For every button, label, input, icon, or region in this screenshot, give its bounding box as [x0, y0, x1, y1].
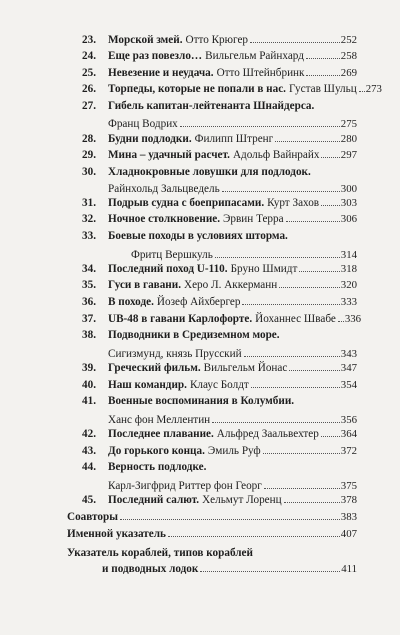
entry-number: 43. — [82, 445, 96, 457]
entry-number: 42. — [82, 428, 96, 440]
entry-author: Густав Шульц — [288, 83, 357, 95]
entry-number: 24. — [82, 50, 96, 62]
entry-number: 32. — [82, 213, 96, 225]
entry-number: 31. — [82, 197, 96, 209]
toc-entry — [0, 296, 400, 313]
entry-author: Йозеф Айхбергер — [156, 296, 241, 308]
entry-title: Торпеды, которые не попали в нас. — [108, 83, 286, 95]
entry-page: 275 — [340, 117, 357, 130]
leader-dots — [321, 436, 340, 437]
entry-number: 23. — [82, 34, 96, 46]
entry-author: Эрвин Терра — [223, 213, 284, 225]
toc-entry — [0, 50, 400, 67]
entry-author: Хельмут Лоренц — [202, 494, 282, 506]
leader-dots — [242, 304, 339, 305]
table-of-contents — [0, 34, 400, 579]
entry-title: Наш командир. — [108, 379, 187, 391]
entry-page: 300 — [340, 182, 357, 195]
entry-number: 34. — [82, 263, 96, 275]
toc-entry — [0, 213, 400, 230]
entry-page: 318 — [340, 263, 357, 275]
entry-title: Ночное столкновение. — [108, 213, 221, 225]
entry-title-continued: и подводных лодок — [102, 562, 199, 575]
entry-author: Вильгельм Йонас — [203, 362, 288, 374]
entry-number: 39. — [82, 362, 96, 374]
entry-author: Курт Захов — [267, 197, 320, 209]
entry-page: 269 — [340, 67, 357, 79]
toc-back-entry — [0, 547, 400, 579]
leader-dots — [120, 519, 340, 520]
entry-page: 411 — [341, 562, 357, 575]
entry-page: 258 — [340, 50, 357, 62]
entry-title: UB-48 в гавани Карлофорте. — [108, 313, 253, 325]
toc-back-entry — [0, 528, 400, 547]
entry-page: 252 — [340, 34, 357, 46]
leader-dots — [306, 58, 340, 59]
entry-number: 36. — [82, 296, 96, 308]
entry-number: 27. — [82, 100, 96, 112]
entry-page: 354 — [340, 379, 357, 391]
entry-number: 44. — [82, 461, 96, 473]
entry-title: Будни подлодки. — [108, 133, 192, 145]
entry-title: Верность подлодке. — [108, 461, 207, 473]
entry-number: 28. — [82, 133, 96, 145]
toc-entry — [0, 34, 400, 50]
entry-number: 26. — [82, 83, 96, 95]
entry-title: Гуси в гавани. — [108, 279, 181, 291]
toc-entry — [0, 379, 400, 395]
toc-entry — [0, 329, 400, 362]
entry-author: Фритц Вершкуль — [131, 248, 213, 261]
toc-entry — [0, 230, 400, 263]
toc-entry — [0, 461, 400, 494]
leader-dots — [250, 42, 340, 43]
leader-dots — [200, 571, 340, 572]
entry-page: 280 — [340, 133, 357, 145]
toc-entry — [0, 279, 400, 296]
entry-title: Гибель капитан-лейтенанта Шнайдерса. — [108, 100, 315, 112]
entry-author: Отто Штейнбринк — [216, 67, 305, 79]
entry-page: 364 — [340, 428, 357, 440]
entry-title: Последний салют. — [108, 494, 200, 506]
toc-entry — [0, 166, 400, 197]
entry-number: 35. — [82, 279, 96, 291]
leader-dots — [251, 387, 340, 388]
leader-dots — [168, 536, 340, 537]
entry-page: 303 — [340, 197, 357, 209]
leader-dots — [286, 221, 340, 222]
entry-number: 37. — [82, 313, 96, 325]
entry-page: 333 — [340, 296, 357, 308]
toc-entry — [0, 445, 400, 461]
leader-dots — [279, 287, 340, 288]
entry-page: 372 — [340, 445, 357, 457]
toc-entry — [0, 263, 400, 279]
entry-page: 336 — [344, 313, 362, 325]
leader-dots — [275, 141, 340, 142]
entry-page: 347 — [340, 362, 357, 374]
entry-title: До горького конца. — [108, 445, 205, 457]
entry-number: 40. — [82, 379, 96, 391]
leader-dots — [180, 126, 340, 127]
entry-author: Эмиль Руф — [207, 445, 261, 457]
entry-title: Именной указатель — [67, 528, 166, 540]
entry-number: 45. — [82, 494, 96, 506]
toc-entry — [0, 67, 400, 83]
leader-dots — [264, 488, 340, 489]
entry-number: 38. — [82, 329, 96, 341]
entry-page: 378 — [340, 494, 357, 506]
entry-page: 320 — [340, 279, 357, 291]
entry-title: Соавторы — [67, 511, 118, 523]
entry-title: Мина – удачный расчет. — [108, 149, 230, 161]
entry-title: Подводники в Средиземном море. — [108, 329, 280, 341]
entry-title: Указатель кораблей, типов кораблей — [67, 547, 253, 559]
toc-entry — [0, 149, 400, 166]
entry-title: Боевые походы в условиях шторма. — [108, 230, 288, 242]
leader-dots — [321, 157, 339, 158]
entry-author: Франц Водрих — [108, 117, 178, 130]
toc-entry — [0, 133, 400, 149]
entry-page: 306 — [340, 213, 357, 225]
entry-page: 375 — [340, 479, 357, 492]
leader-dots — [212, 422, 340, 423]
entry-number: 41. — [82, 395, 96, 407]
entry-author: Адольф Вайнрайх — [232, 149, 320, 161]
entry-author: Клаус Болдт — [189, 379, 249, 391]
toc-entry — [0, 83, 400, 100]
entry-title: Последнее плавание. — [108, 428, 214, 440]
entry-author: Райнхольд Зальцведель — [108, 182, 220, 195]
entry-title: В походе. — [108, 296, 154, 308]
leader-dots — [299, 271, 339, 272]
entry-number: 29. — [82, 149, 96, 161]
entry-page: 407 — [340, 528, 357, 540]
entry-page: 297 — [340, 149, 357, 161]
toc-entry — [0, 197, 400, 213]
entry-title: Морской змей. — [108, 34, 183, 46]
leader-dots — [289, 370, 339, 371]
entry-author: Ханс фон Меллентин — [108, 413, 211, 426]
toc-back-entry — [0, 511, 400, 528]
entry-number: 30. — [82, 166, 96, 178]
toc-entry — [0, 313, 400, 329]
entry-title: Хладнокровные ловушки для подлодок. — [108, 166, 311, 178]
leader-dots — [222, 191, 340, 192]
leader-dots — [306, 75, 339, 76]
toc-entry — [0, 494, 400, 511]
leader-dots — [244, 356, 340, 357]
toc-entry — [0, 362, 400, 379]
toc-entry — [0, 100, 400, 133]
entry-author: Филипп Штренг — [194, 133, 274, 145]
entry-title: Подрыв судна с боеприпасами. — [108, 197, 265, 209]
entry-author: Отто Крюгер — [185, 34, 249, 46]
entry-author: Альфред Заальвехтер — [216, 428, 319, 440]
entry-number: 25. — [82, 67, 96, 79]
leader-dots — [215, 257, 340, 258]
entry-title: Еще раз повезло… — [108, 50, 203, 62]
entry-author: Йоханнес Швабе — [255, 313, 336, 325]
leader-dots — [321, 205, 340, 206]
entry-title: Греческий фильм. — [108, 362, 201, 374]
leader-dots — [263, 453, 340, 454]
leader-dots — [284, 502, 340, 503]
toc-entry — [0, 428, 400, 445]
entry-author: Сигизмунд, князь Прусский — [108, 347, 242, 360]
entry-title: Последний поход U-110. — [108, 263, 228, 275]
entry-title: Военные воспоминания в Колумбии. — [108, 395, 295, 407]
entry-number: 33. — [82, 230, 96, 242]
entry-page: 356 — [340, 413, 357, 426]
entry-author: Карл-Зигфрид Риттер фон Георг — [108, 479, 262, 492]
entry-author: Вильгельм Райнхард — [205, 50, 304, 62]
entry-page: 343 — [340, 347, 357, 360]
entry-author: Херо Л. Аккерманн — [184, 279, 278, 291]
toc-entry — [0, 395, 400, 428]
leader-dots — [359, 91, 365, 92]
entry-author: Бруно Шмидт — [230, 263, 298, 275]
entry-page: 314 — [340, 248, 357, 261]
entry-page: 273 — [365, 83, 382, 95]
entry-title: Невезение и неудача. — [108, 67, 214, 79]
leader-dots — [338, 321, 344, 322]
entry-page: 383 — [340, 511, 357, 523]
